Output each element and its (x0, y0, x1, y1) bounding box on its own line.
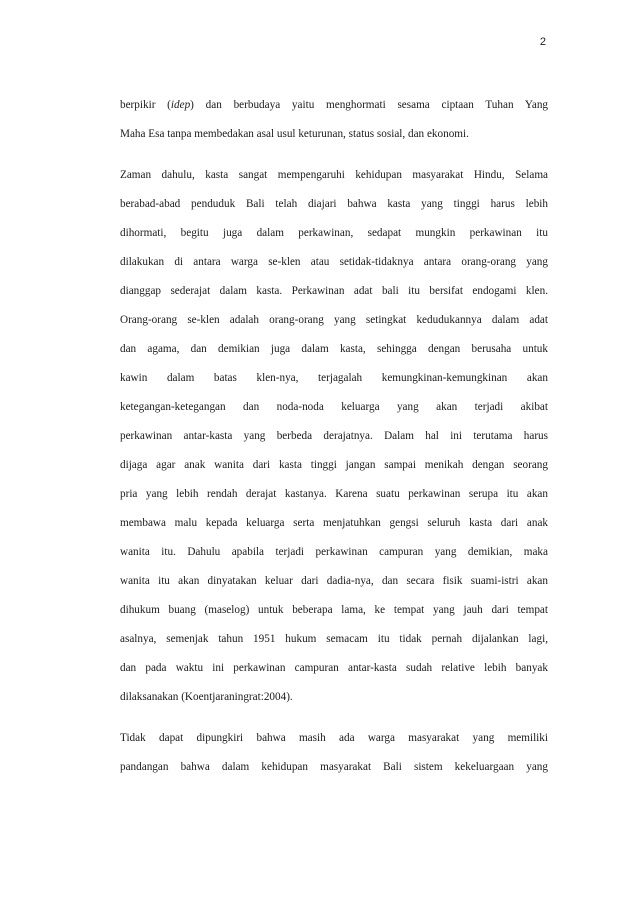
text-line: dihormati, begitu juga dalam perkawinan, sedapat mungkin perkawinan itu (120, 227, 548, 239)
text-line: dan agama, dan demikian juga dalam kasta, sehingga dengan berusaha untuk (120, 343, 548, 355)
text-line: pria yang lebih rendah derajat kastanya. Karena suatu perkawinan serupa itu akan (120, 488, 548, 500)
text-line: perkawinan antar-kasta yang berbeda derajatnya. Dalam hal ini terutama harus (120, 430, 548, 442)
text-line: dijaga agar anak wanita dari kasta tinggi jangan sampai menikah dengan seorang (120, 459, 548, 471)
paragraph-1 (120, 91, 548, 149)
document-body (120, 91, 548, 782)
page-number: 2 (539, 36, 546, 48)
text-line: Orang-orang se-klen adalah orang-orang yang setingkat kedudukannya dalam adat (120, 314, 548, 326)
text-line: Tidak dapat dipungkiri bahwa masih ada warga masyarakat yang memiliki (120, 732, 548, 744)
italic-term: idep (170, 99, 191, 111)
text-line: dilakukan di antara warga se-klen atau setidak-tidaknya antara orang-orang yang (120, 256, 548, 268)
text-line: kawin dalam batas klen-nya, terjagalah kemungkinan-kemungkinan akan (120, 372, 548, 384)
text-line: ketegangan-ketegangan dan noda-noda keluarga yang akan terjadi akibat (120, 401, 548, 413)
text-line: Zaman dahulu, kasta sangat mempengaruhi kehidupan masyarakat Hindu, Selama (120, 169, 548, 181)
text-line: wanita itu akan dinyatakan keluar dari dadia-nya, dan secara fisik suami-istri akan (120, 575, 548, 587)
text-line: Maha Esa tanpa membedakan asal usul keturunan, status sosial, dan ekonomi. (120, 128, 469, 140)
text-line: dan pada waktu ini perkawinan campuran antar-kasta sudah relative lebih banyak (120, 662, 548, 674)
text-line: dilaksanakan (Koentjaraningrat:2004). (120, 691, 293, 703)
text-line: wanita itu. Dahulu apabila terjadi perkawinan campuran yang demikian, maka (120, 546, 548, 558)
text-line: dianggap sederajat dalam kasta. Perkawinan adat bali itu bersifat endogami klen. (120, 285, 548, 297)
text-line: pandangan bahwa dalam kehidupan masyarakat Bali sistem kekeluargaan yang (120, 761, 548, 773)
text-line: dihukum buang (maselog) untuk beberapa lama, ke tempat yang jauh dari tempat (120, 604, 548, 616)
text-line: asalnya, semenjak tahun 1951 hukum semacam itu tidak pernah dijalankan lagi, (120, 633, 548, 645)
text-line: berpikir (idep) dan berbudaya yaitu menghormati sesama ciptaan Tuhan Yang (120, 99, 549, 111)
text-line: membawa malu kepada keluarga serta menjatuhkan gengsi seluruh kasta dari anak (120, 517, 548, 529)
text-line: berabad-abad penduduk Bali telah diajari bahwa kasta yang tinggi harus lebih (120, 198, 548, 210)
paragraph-3 (120, 724, 548, 782)
paragraph-2 (120, 161, 548, 712)
